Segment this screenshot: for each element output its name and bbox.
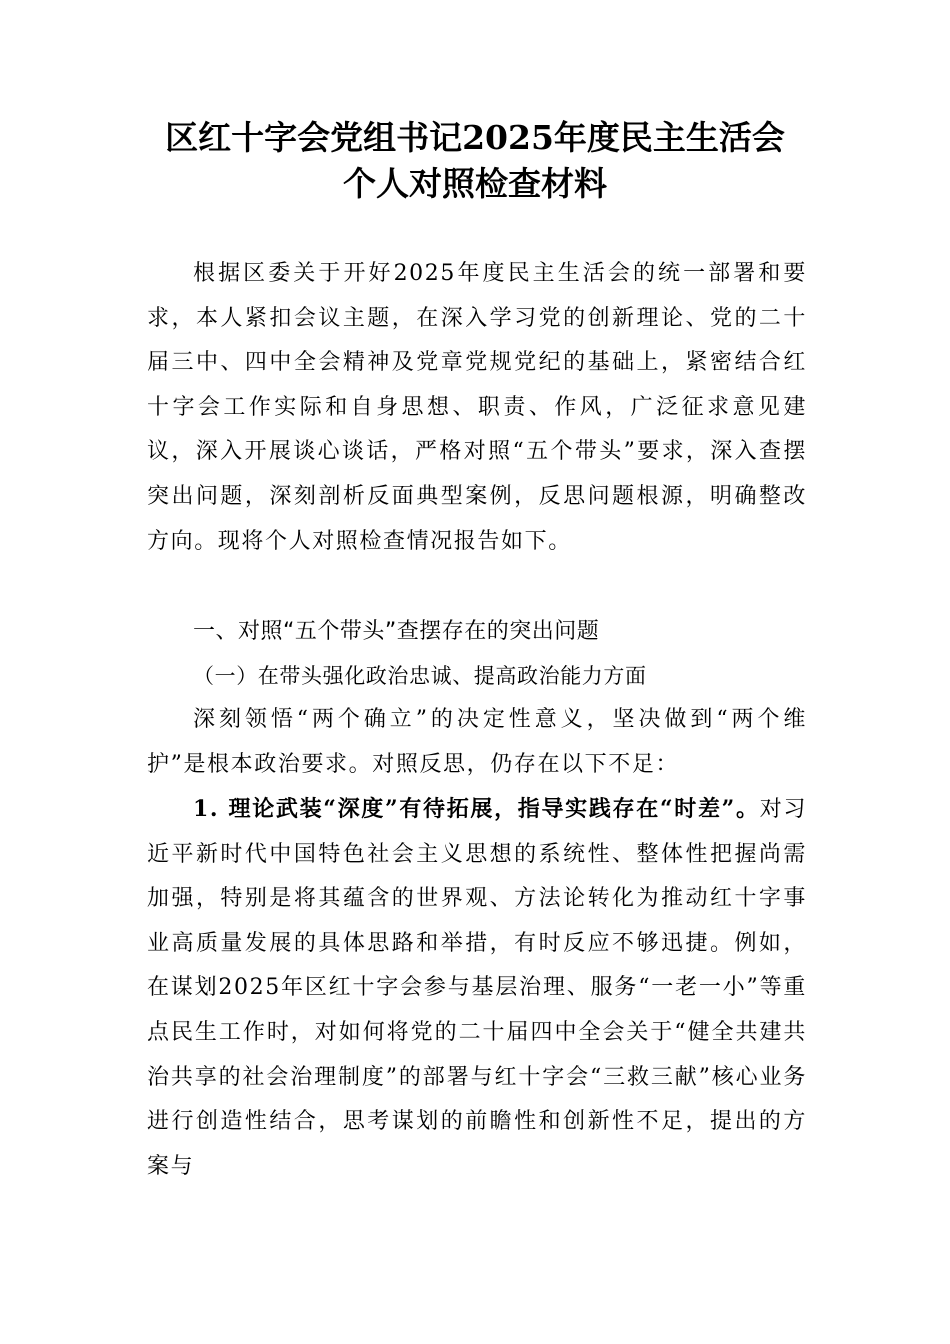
point-1-paragraph bbox=[147, 787, 807, 1189]
point-1-title: 1. 理论武装“深度”有待拓展，指导实践存在“时差”。 bbox=[193, 796, 760, 822]
document-title-line-2: 个人对照检查材料 bbox=[343, 164, 607, 203]
point-1-paragraph-block bbox=[147, 787, 807, 1189]
reflect-paragraph-block bbox=[147, 698, 807, 787]
reflect-paragraph: 深刻领悟“两个确立”的决定性意义，坚决做到“两个维护”是根本政治要求。对照反思，仍存在以下不足： bbox=[147, 707, 807, 777]
subsection-heading-1: （一）在带头强化政治忠诚、提高政治能力方面 bbox=[193, 664, 647, 688]
section-heading-1: 一、对照“五个带头”查摆存在的突出问题 bbox=[193, 619, 600, 644]
point-1-body: 对习近平新时代中国特色社会主义思想的系统性、整体性把握尚需加强，特别是将其蕴含的世界观、方法论转化为推动红十字事业高质量发展的具体思路和举措，有时反应不够迅捷。例如，在谋划2025年区红十字会参与基层治理、服务“一老一小”等重点民生工作时，对如何将党的二十届四中全会关于“健全共建共治共享的社会治理制度”的部署与红十字会“三救三献”核心业务进行创造性结合，思考谋划的前瞻性和创新性不足，提出的方案与 bbox=[147, 797, 807, 1179]
intro-paragraph: 根据区委关于开好2025年度民主生活会的统一部署和要求，本人紧扣会议主题，在深入学习党的创新理论、党的二十届三中、四中全会精神及党章党规党纪的基础上，紧密结合红十字会工作实际和自身思想、职责、作风，广泛征求意见建议，深入开展谈心谈话，严格对照“五个带头”要求，深入查摆突出问题，深刻剖析反面典型案例，反思问题根源，明确整改方向。现将个人对照检查情况报告如下。 bbox=[147, 261, 807, 554]
document-title-line-1: 区红十字会党组书记2025年度民主生活会 bbox=[165, 118, 785, 157]
intro-paragraph-block bbox=[147, 252, 807, 564]
